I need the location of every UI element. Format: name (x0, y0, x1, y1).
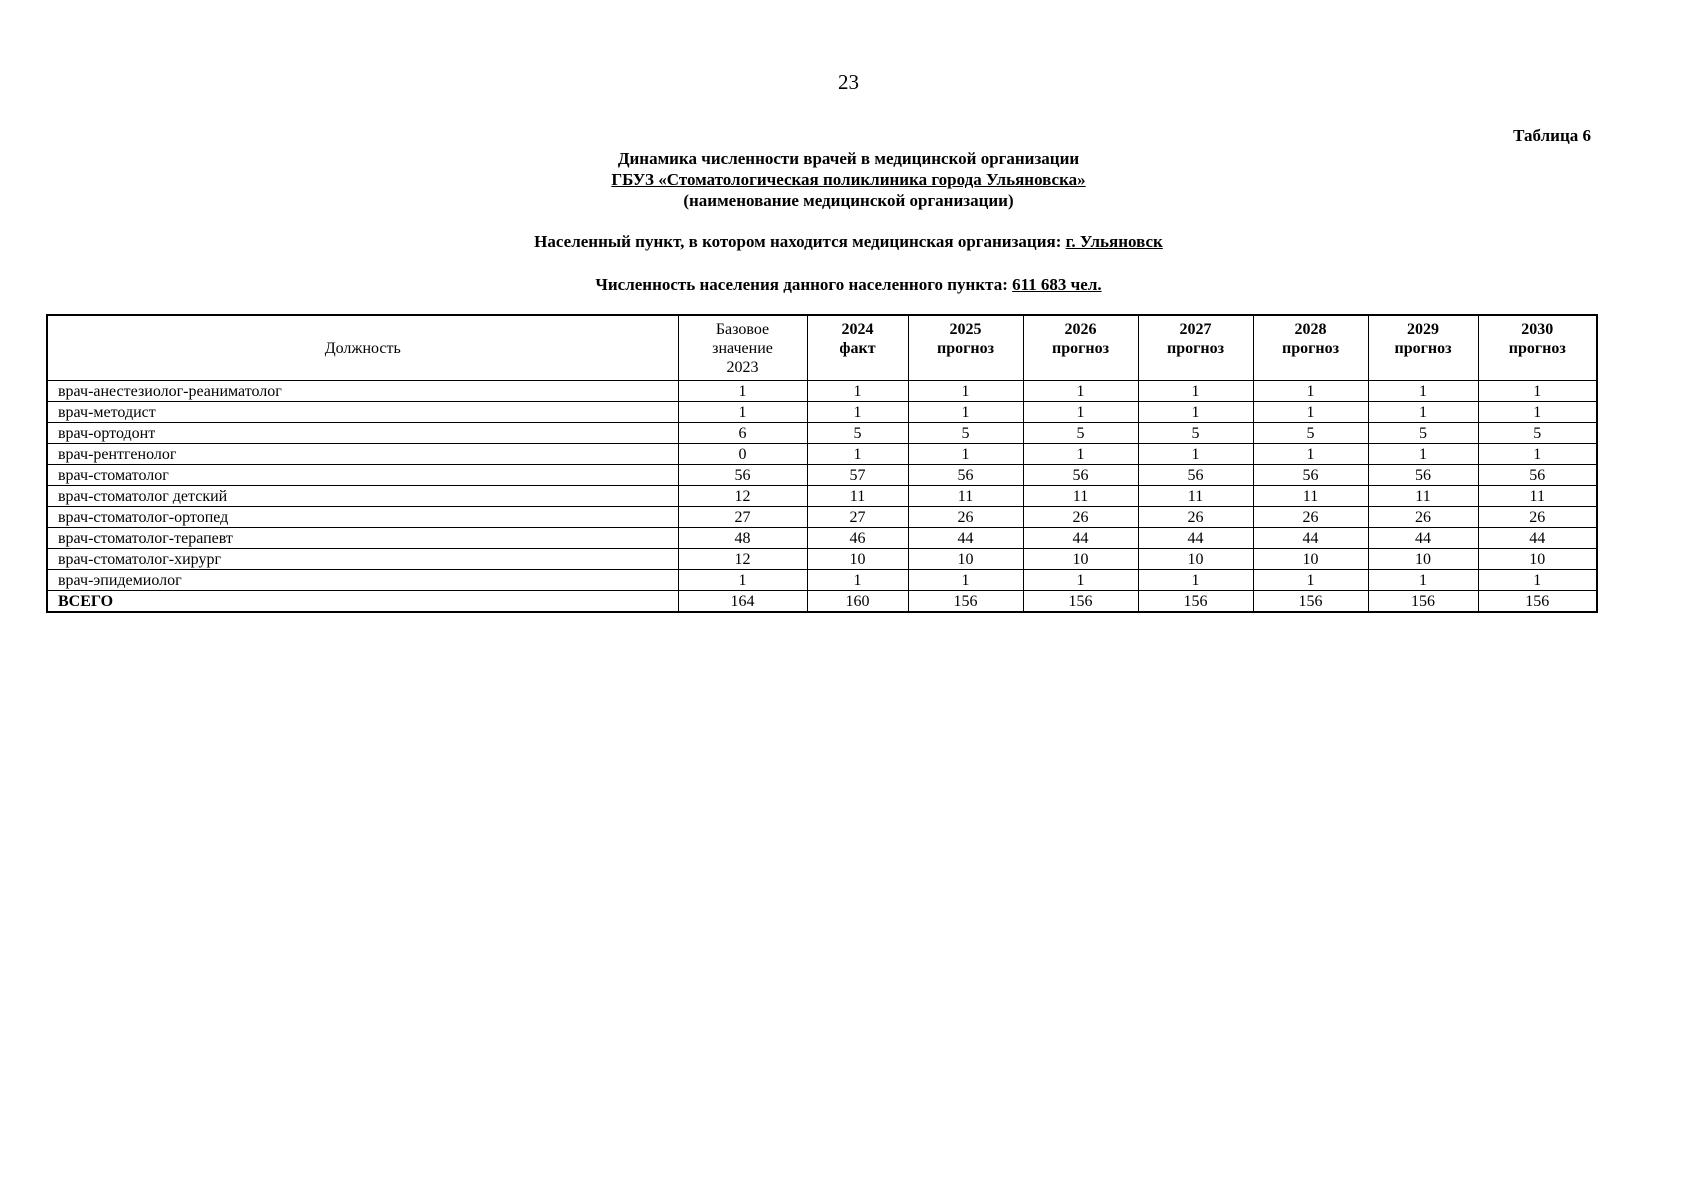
position-cell: врач-рентгенолог (47, 444, 678, 465)
table-row (47, 423, 1597, 444)
value-cell: 26 (1023, 507, 1138, 528)
value-cell: 46 (807, 528, 908, 549)
table-label: Таблица 6 (1513, 126, 1591, 145)
value-cell: 1 (1023, 570, 1138, 591)
position-cell: врач-стоматолог-терапевт (47, 528, 678, 549)
value-cell: 1 (1478, 444, 1597, 465)
value-cell: 1 (678, 570, 807, 591)
value-cell: 26 (1478, 507, 1597, 528)
table-row (47, 402, 1597, 423)
value-cell: 6 (678, 423, 807, 444)
value-cell: 156 (1368, 591, 1478, 613)
table-row (47, 549, 1597, 570)
value-cell: 5 (1138, 423, 1253, 444)
value-cell: 1 (1368, 570, 1478, 591)
value-cell: 1 (807, 402, 908, 423)
value-cell: 1 (1023, 381, 1138, 402)
header-cell-2026: 2026 прогноз (1023, 315, 1138, 381)
header-cell-2025: 2025 прогноз (908, 315, 1023, 381)
value-cell: 12 (678, 549, 807, 570)
table-row (47, 507, 1597, 528)
table-total-row (47, 591, 1597, 613)
value-cell: 1 (1138, 570, 1253, 591)
page-number: 23 (838, 70, 859, 94)
header-cell-2030: 2030 прогноз (1478, 315, 1597, 381)
table-row (47, 444, 1597, 465)
value-cell: 1 (908, 381, 1023, 402)
value-cell: 56 (1023, 465, 1138, 486)
value-cell: 1 (678, 381, 807, 402)
value-cell: 56 (678, 465, 807, 486)
table-body (47, 381, 1597, 613)
value-cell: 0 (678, 444, 807, 465)
value-cell: 11 (1253, 486, 1368, 507)
population-label: Численность населения данного населенного пункта: (595, 275, 1008, 294)
value-cell: 27 (678, 507, 807, 528)
value-cell: 1 (1368, 402, 1478, 423)
header-cell-2027: 2027 прогноз (1138, 315, 1253, 381)
value-cell: 44 (1023, 528, 1138, 549)
value-cell: 1 (1138, 381, 1253, 402)
value-cell: 156 (1253, 591, 1368, 613)
table-row (47, 528, 1597, 549)
value-cell: 10 (1478, 549, 1597, 570)
table-header-row (47, 315, 1597, 381)
value-cell: 1 (678, 402, 807, 423)
value-cell: 5 (807, 423, 908, 444)
position-cell: врач-стоматолог (47, 465, 678, 486)
header-cell-2028: 2028 прогноз (1253, 315, 1368, 381)
value-cell: 5 (1023, 423, 1138, 444)
settlement-label: Населенный пункт, в котором находится медицинская организация: (534, 232, 1062, 251)
position-cell: врач-ортодонт (47, 423, 678, 444)
value-cell: 1 (908, 402, 1023, 423)
value-cell: 48 (678, 528, 807, 549)
value-cell: 164 (678, 591, 807, 613)
value-cell: 156 (1478, 591, 1597, 613)
value-cell: 26 (1368, 507, 1478, 528)
value-cell: 1 (1253, 444, 1368, 465)
value-cell: 1 (807, 570, 908, 591)
value-cell: 1 (1138, 402, 1253, 423)
value-cell: 5 (908, 423, 1023, 444)
value-cell: 5 (1478, 423, 1597, 444)
value-cell: 26 (908, 507, 1023, 528)
value-cell: 56 (908, 465, 1023, 486)
value-cell: 1 (1253, 381, 1368, 402)
value-cell: 1 (1023, 444, 1138, 465)
value-cell: 44 (1368, 528, 1478, 549)
table-row (47, 570, 1597, 591)
table-title-block (0, 148, 1697, 211)
value-cell: 1 (1368, 444, 1478, 465)
settlement-value: г. Ульяновск (1065, 232, 1163, 251)
value-cell: 11 (1478, 486, 1597, 507)
position-cell: врач-анестезиолог-реаниматолог (47, 381, 678, 402)
value-cell: 1 (1368, 381, 1478, 402)
value-cell: 44 (1478, 528, 1597, 549)
header-cell-base-2023: Базовое значение 2023 (678, 315, 807, 381)
value-cell: 156 (908, 591, 1023, 613)
value-cell: 1 (807, 381, 908, 402)
value-cell: 12 (678, 486, 807, 507)
header-cell-position: Должность (47, 315, 678, 381)
value-cell: 11 (908, 486, 1023, 507)
value-cell: 11 (1368, 486, 1478, 507)
value-cell: 1 (807, 444, 908, 465)
doctors-table (46, 314, 1598, 613)
value-cell: 1 (1138, 444, 1253, 465)
value-cell: 1 (1253, 402, 1368, 423)
table-title: Динамика численности врачей в медицинской организации (617, 149, 1080, 168)
value-cell: 10 (807, 549, 908, 570)
position-cell: ВСЕГО (47, 591, 678, 613)
value-cell: 11 (807, 486, 908, 507)
value-cell: 1 (1253, 570, 1368, 591)
organization-note: (наименование медицинской организации) (683, 191, 1014, 210)
population-value: 611 683 чел. (1012, 275, 1102, 294)
value-cell: 1 (1478, 381, 1597, 402)
value-cell: 56 (1138, 465, 1253, 486)
header-cell-2029: 2029 прогноз (1368, 315, 1478, 381)
settlement-line (0, 232, 1697, 252)
value-cell: 44 (1138, 528, 1253, 549)
value-cell: 26 (1253, 507, 1368, 528)
value-cell: 1 (1023, 402, 1138, 423)
value-cell: 5 (1368, 423, 1478, 444)
value-cell: 1 (908, 570, 1023, 591)
value-cell: 156 (1138, 591, 1253, 613)
value-cell: 26 (1138, 507, 1253, 528)
value-cell: 10 (908, 549, 1023, 570)
value-cell: 5 (1253, 423, 1368, 444)
value-cell: 10 (1368, 549, 1478, 570)
table-row (47, 465, 1597, 486)
table-row (47, 486, 1597, 507)
value-cell: 1 (1478, 570, 1597, 591)
value-cell: 56 (1368, 465, 1478, 486)
value-cell: 27 (807, 507, 908, 528)
value-cell: 1 (1478, 402, 1597, 423)
value-cell: 56 (1253, 465, 1368, 486)
position-cell: врач-стоматолог детский (47, 486, 678, 507)
value-cell: 11 (1138, 486, 1253, 507)
value-cell: 57 (807, 465, 908, 486)
position-cell: врач-стоматолог-ортопед (47, 507, 678, 528)
population-line (0, 275, 1697, 295)
position-cell: врач-стоматолог-хирург (47, 549, 678, 570)
organization-name: ГБУЗ «Стоматологическая поликлиника города Ульяновска» (611, 170, 1086, 189)
value-cell: 44 (1253, 528, 1368, 549)
position-cell: врач-методист (47, 402, 678, 423)
position-cell: врач-эпидемиолог (47, 570, 678, 591)
value-cell: 56 (1478, 465, 1597, 486)
value-cell: 156 (1023, 591, 1138, 613)
value-cell: 1 (908, 444, 1023, 465)
value-cell: 10 (1138, 549, 1253, 570)
header-cell-2024: 2024 факт (807, 315, 908, 381)
value-cell: 11 (1023, 486, 1138, 507)
value-cell: 10 (1023, 549, 1138, 570)
value-cell: 10 (1253, 549, 1368, 570)
value-cell: 44 (908, 528, 1023, 549)
value-cell: 160 (807, 591, 908, 613)
table-row (47, 381, 1597, 402)
